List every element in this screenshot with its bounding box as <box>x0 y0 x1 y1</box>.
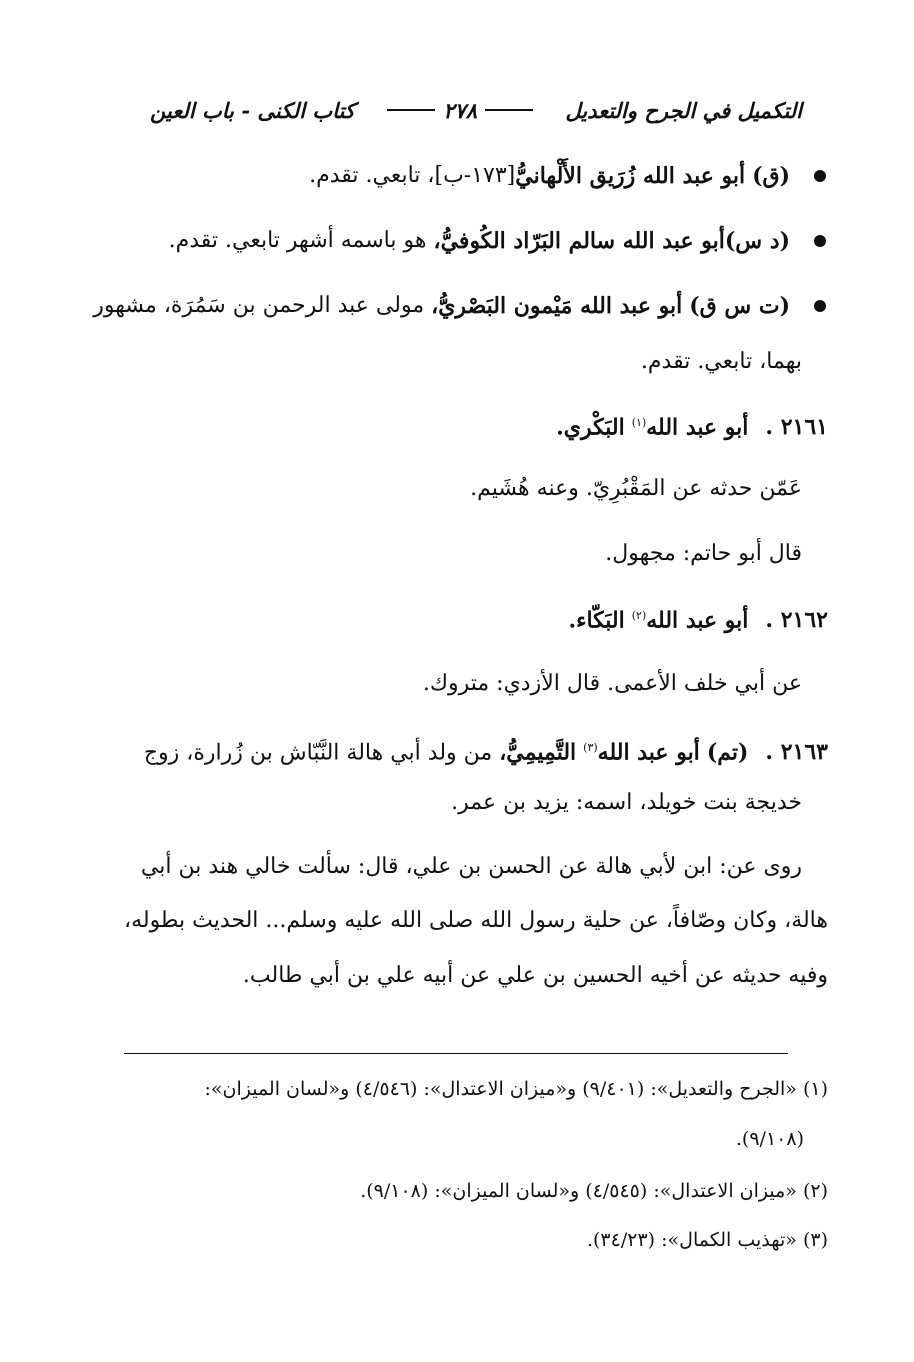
entry-text: قال أبو حاتم: مجهول. <box>605 541 802 566</box>
bullet-name: أبو عبد الله سالم البَرّاد الكُوفيُّ، <box>433 228 725 254</box>
footnote-divider <box>124 1053 788 1054</box>
bullet-sigla: (ق) <box>752 163 790 189</box>
bullet-name: أبو عبد الله مَيْمون البَصْريُّ، <box>431 293 683 319</box>
bullet-item <box>169 224 826 258</box>
bullet-dot <box>814 170 826 182</box>
footnote: (٣) «تهذيب الكمال»: (٣٤/٢٣). <box>586 1229 828 1251</box>
bullet-dot <box>814 235 826 247</box>
entry-number: ٢١٦٣ . <box>765 739 828 766</box>
entry-nisba: البَكّاء. <box>568 607 625 634</box>
entry-heading-text: من ولد أبي هالة النَّبّاش بن زُرارة، زوج <box>143 740 493 766</box>
entry-name: أبو عبد الله <box>646 607 749 634</box>
bullet-dot <box>814 300 826 312</box>
bullet-sigla: (د س) <box>724 228 790 254</box>
entry-nisba: البَكْري. <box>556 414 625 441</box>
header-dash-right <box>485 109 533 111</box>
entry-heading <box>144 731 828 770</box>
bullet-sigla: (ت س ق) <box>689 293 790 319</box>
bullet-continuation: بهما، تابعي. تقدم. <box>640 349 802 374</box>
bullet-text: هو باسمه أشهر تابعي. تقدم. <box>168 228 427 253</box>
bullet-item <box>93 289 826 323</box>
entry-name: أبو عبد الله <box>646 414 749 441</box>
running-header <box>150 92 802 128</box>
entry-number: ٢١٦٢ . <box>765 607 828 634</box>
header-chapter-title: كتاب الكنى - باب العين <box>150 97 355 123</box>
entry-number: ٢١٦١ . <box>765 414 828 441</box>
entry-heading <box>556 406 828 445</box>
bullet-name: أبو عبد الله زُرَيق الأَلْهانيُّ <box>515 163 746 189</box>
entry-text: هالة، وكان وصّافاً، عن حلية رسول الله صلى الله عليه وسلم... الحديث بطوله، <box>123 908 828 933</box>
bullet-text: مولى عبد الرحمن بن سَمُرَة، مشهور <box>93 293 425 318</box>
entry-text: عن أبي خلف الأعمى. قال الأزدي: متروك. <box>422 671 802 696</box>
footnote-continuation: (٩/١٠٨). <box>735 1128 804 1150</box>
entry-text: عَمّن حدثه عن المَقْبُرِيّ. وعنه هُشَيم. <box>470 476 802 501</box>
entry-text: وفيه حديثه عن أخيه الحسين بن علي عن أبيه علي بن أبي طالب. <box>242 963 828 988</box>
entry-sigla: (تم) <box>706 739 749 766</box>
header-page-number-group <box>379 98 541 123</box>
footnote-ref: (١) <box>631 416 647 429</box>
entry-text: خديجة بنت خويلد، اسمه: يزيد بن عمر. <box>451 790 802 815</box>
footnote-ref: (٢) <box>631 609 647 622</box>
bullet-item <box>309 159 826 193</box>
page-number: ٢٧٨ <box>443 97 478 123</box>
header-book-title: التكميل في الجرح والتعديل <box>565 97 802 123</box>
entry-name: أبو عبد الله <box>597 739 700 766</box>
header-dash-left <box>387 109 435 111</box>
entry-text: روى عن: ابن لأبي هالة عن الحسن بن علي، قال: سألت خالي هند بن أبي <box>140 854 802 879</box>
footnote: (١) «الجرح والتعديل»: (٩/٤٠١) و«ميزان الاعتدال»: (٤/٥٤٦) و«لسان الميزان»: <box>204 1078 828 1100</box>
bullet-text: [١٧٣-ب]، تابعي. تقدم. <box>309 163 516 188</box>
entry-nisba: التَّمِيمِيُّ، <box>499 739 577 766</box>
footnote-ref: (٣) <box>583 741 598 754</box>
footnote: (٢) «ميزان الاعتدال»: (٤/٥٤٥) و«لسان الميزان»: (٩/١٠٨). <box>360 1180 828 1202</box>
entry-heading <box>568 599 828 638</box>
